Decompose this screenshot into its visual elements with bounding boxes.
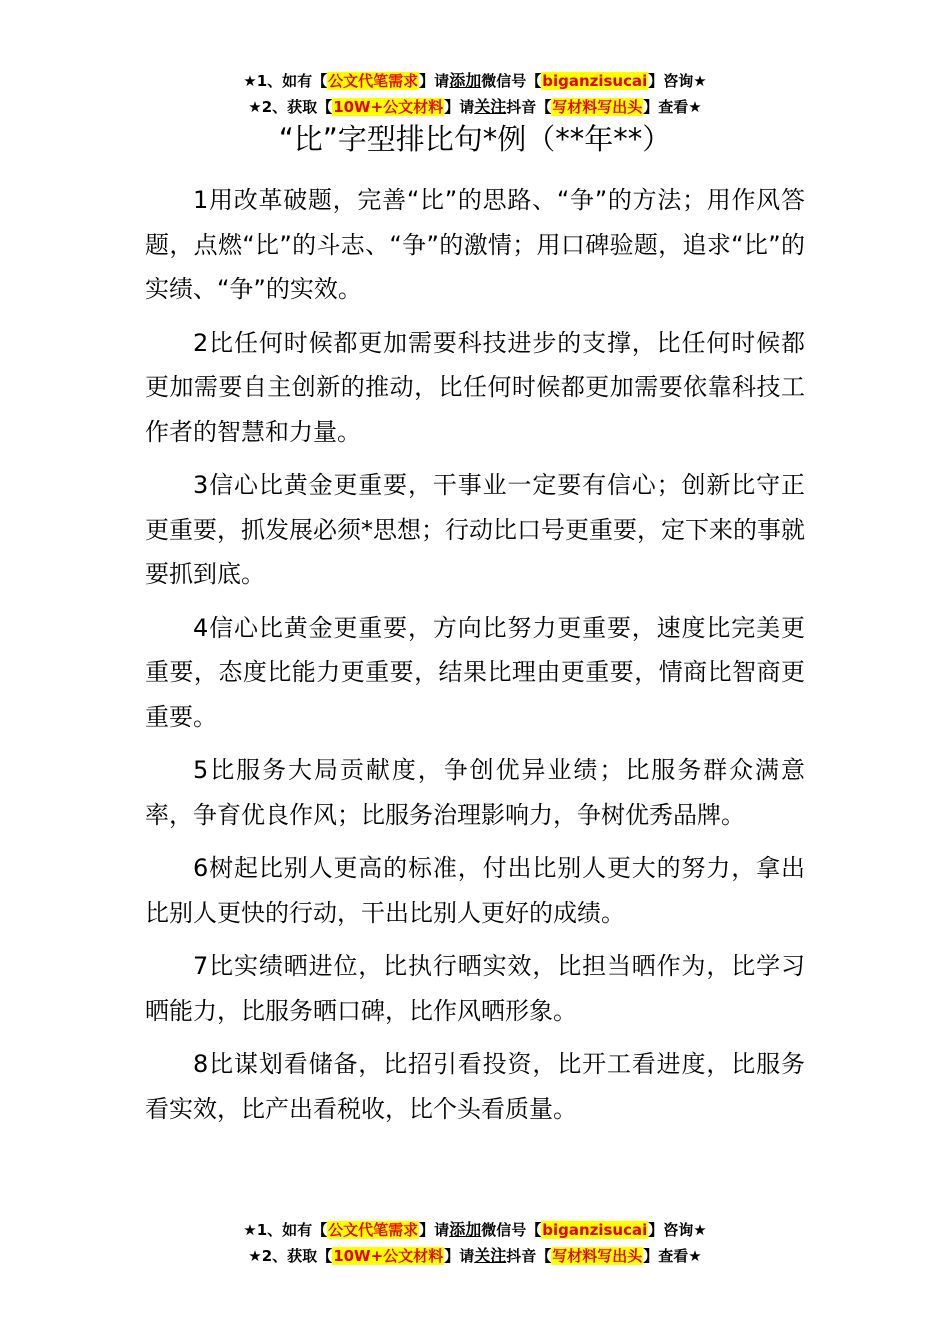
banner-highlight: 写材料写出头 bbox=[552, 1247, 643, 1265]
paragraph-7: 7比实绩晒进位，比执行晒实效，比担当晒作为，比学习晒能力，比服务晒口碑，比作风晒形象。 bbox=[145, 952, 805, 1025]
banner-highlight: 10W+公文材料 bbox=[333, 98, 444, 116]
banner-text: 微信号【 bbox=[481, 1221, 542, 1239]
banner-emphasis: 添加 bbox=[449, 71, 482, 90]
document-body bbox=[145, 178, 805, 1140]
paragraph-1: 1用改革破题，完善“比”的思路、“争”的方法；用作风答题，点燃“比”的斗志、“争”的激情；用口碑验题，追求“比”的实绩、“争”的实效。 bbox=[145, 186, 805, 303]
document-title: “比”字型排比句*例（**年**） bbox=[278, 122, 672, 156]
banner-emphasis: 关注 bbox=[474, 97, 507, 116]
banner-text: 】咨询★ bbox=[648, 1221, 707, 1239]
banner-highlight: biganzisucai bbox=[542, 1221, 648, 1239]
paragraph-6: 6树起比别人更高的标准，付出比别人更大的努力，拿出比别人更快的行动，干出比别人更好的成绩。 bbox=[145, 854, 805, 927]
banner-text: 】请 bbox=[444, 98, 475, 116]
banner-highlight: 公文代笔需求 bbox=[328, 72, 419, 90]
banner-text: 】请 bbox=[444, 1247, 475, 1265]
banner-text: 】请 bbox=[419, 72, 450, 90]
banner-emphasis: 添加 bbox=[449, 1220, 482, 1239]
banner-highlight: 写材料写出头 bbox=[552, 98, 643, 116]
banner-text: 】咨询★ bbox=[648, 72, 707, 90]
banner-text: 微信号【 bbox=[481, 72, 542, 90]
banner-text: 】查看★ bbox=[643, 98, 702, 116]
paragraph-4: 4信心比黄金更重要，方向比努力更重要，速度比完美更重要，态度比能力更重要，结果比理由更重要，情商比智商更重要。 bbox=[145, 613, 805, 731]
paragraph-3: 3信心比黄金更重要，干事业一定要有信心；创新比守正更重要，抓发展必须*思想；行动比口号更重要，定下来的事就要抓到底。 bbox=[145, 471, 805, 588]
banner-text: ★2、获取【 bbox=[248, 1247, 333, 1265]
banner-emphasis: 关注 bbox=[474, 1246, 507, 1265]
banner-line-2 bbox=[0, 94, 950, 120]
banner-text: 抖音【 bbox=[506, 98, 552, 116]
banner-highlight: biganzisucai bbox=[542, 72, 648, 90]
banner-text: 抖音【 bbox=[506, 1247, 552, 1265]
banner-text: 】请 bbox=[419, 1221, 450, 1239]
banner-text: ★1、如有【 bbox=[243, 1221, 328, 1239]
footer-banner bbox=[0, 1217, 950, 1269]
paragraph-2: 2比任何时候都更加需要科技进步的支撑，比任何时候都更加需要自主创新的推动，比任何时候都更加需要依靠科技工作者的智慧和力量。 bbox=[145, 328, 805, 446]
banner-line-1 bbox=[0, 68, 950, 94]
header-banner bbox=[0, 68, 950, 120]
banner-highlight: 公文代笔需求 bbox=[328, 1221, 419, 1239]
banner-line-2 bbox=[0, 1243, 950, 1269]
banner-line-1 bbox=[0, 1217, 950, 1243]
banner-highlight: 10W+公文材料 bbox=[333, 1247, 444, 1265]
banner-text: ★1、如有【 bbox=[243, 72, 328, 90]
paragraph-8: 8比谋划看储备，比招引看投资，比开工看进度，比服务看实效，比产出看税收，比个头看质量。 bbox=[145, 1050, 805, 1123]
banner-text: 】查看★ bbox=[643, 1247, 702, 1265]
banner-text: ★2、获取【 bbox=[248, 98, 333, 116]
paragraph-5: 5比服务大局贡献度，争创优异业绩；比服务群众满意率，争育优良作风；比服务治理影响力，争树优秀品牌。 bbox=[145, 756, 805, 829]
